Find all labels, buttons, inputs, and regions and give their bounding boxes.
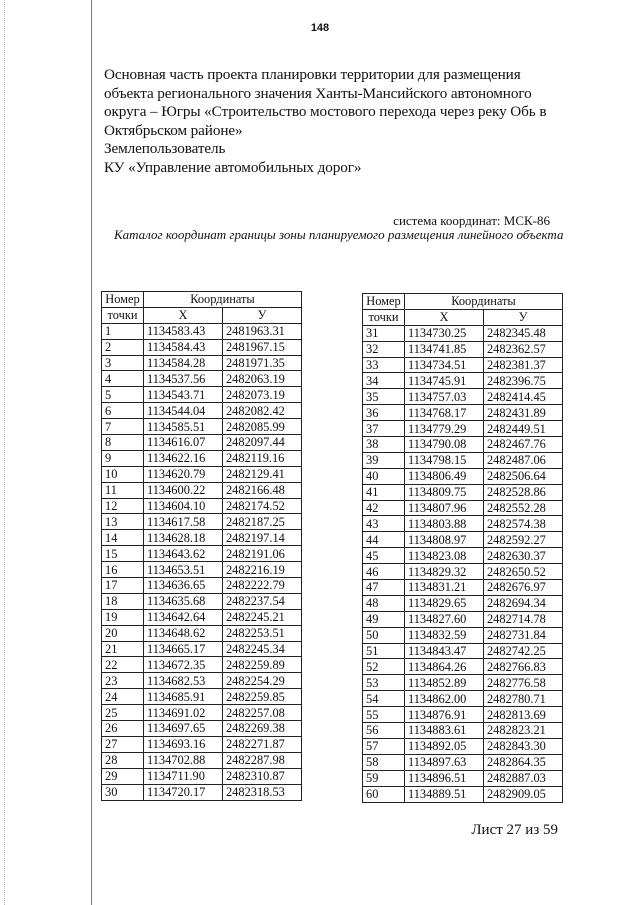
point-number-cell: 43	[363, 516, 405, 532]
point-number-cell: 38	[363, 437, 405, 453]
table-row	[363, 516, 563, 532]
header-coordinates: Координаты	[143, 292, 301, 308]
table-row	[102, 355, 302, 371]
header-y: У	[222, 307, 301, 323]
point-number-cell: 18	[102, 593, 144, 609]
point-number-cell: 14	[102, 530, 144, 546]
x-coordinate-cell: 1134823.08	[404, 548, 483, 564]
y-coordinate-cell: 2481967.15	[222, 339, 301, 355]
x-coordinate-cell: 1134768.17	[404, 405, 483, 421]
y-coordinate-cell: 2482271.87	[222, 736, 301, 752]
point-number-cell: 58	[363, 754, 405, 770]
x-coordinate-cell: 1134889.51	[404, 786, 483, 802]
y-coordinate-cell: 2482085.99	[222, 419, 301, 435]
table-row	[363, 532, 563, 548]
x-coordinate-cell: 1134635.68	[143, 593, 222, 609]
x-coordinate-cell: 1134806.49	[404, 468, 483, 484]
table-row	[363, 468, 563, 484]
y-coordinate-cell: 2482191.06	[222, 546, 301, 562]
y-coordinate-cell: 2482766.83	[483, 659, 562, 675]
point-number-cell: 30	[102, 784, 144, 800]
x-coordinate-cell: 1134620.79	[143, 466, 222, 482]
coordinates-table-left	[101, 291, 302, 801]
point-number-cell: 10	[102, 466, 144, 482]
table-row	[363, 723, 563, 739]
y-coordinate-cell: 2482714.78	[483, 611, 562, 627]
y-coordinate-cell: 2482887.03	[483, 770, 562, 786]
header-line: округа – Югры «Строительство мостового перехода через реку Обь в	[104, 103, 547, 120]
header-line: объекта регионального значения Ханты-Мансийского автономного	[104, 84, 532, 102]
x-coordinate-cell: 1134604.10	[143, 498, 222, 514]
header-point-number-line1: Номер	[102, 292, 144, 308]
x-coordinate-cell: 1134803.88	[404, 516, 483, 532]
x-coordinate-cell: 1134642.64	[143, 609, 222, 625]
y-coordinate-cell: 2482630.37	[483, 548, 562, 564]
point-number-cell: 13	[102, 514, 144, 530]
y-coordinate-cell: 2482742.25	[483, 643, 562, 659]
table-row	[102, 657, 302, 673]
point-number-cell: 5	[102, 387, 144, 403]
table-row	[363, 548, 563, 564]
coordinates-table-right	[362, 293, 563, 803]
point-number-cell: 11	[102, 482, 144, 498]
point-number-cell: 3	[102, 355, 144, 371]
y-coordinate-cell: 2482528.86	[483, 484, 562, 500]
table-row	[363, 627, 563, 643]
y-coordinate-cell: 2482467.76	[483, 437, 562, 453]
x-coordinate-cell: 1134843.47	[404, 643, 483, 659]
y-coordinate-cell: 2482269.38	[222, 721, 301, 737]
point-number-cell: 23	[102, 673, 144, 689]
point-number-cell: 4	[102, 371, 144, 387]
table-row	[102, 339, 302, 355]
table-row	[363, 643, 563, 659]
header-point-number-line2: точки	[363, 309, 405, 325]
x-coordinate-cell: 1134831.21	[404, 580, 483, 596]
x-coordinate-cell: 1134622.16	[143, 450, 222, 466]
table-row	[363, 452, 563, 468]
table-row	[363, 373, 563, 389]
y-coordinate-cell: 2482216.19	[222, 562, 301, 578]
x-coordinate-cell: 1134685.91	[143, 689, 222, 705]
point-number-cell: 6	[102, 403, 144, 419]
x-coordinate-cell: 1134862.00	[404, 691, 483, 707]
x-coordinate-cell: 1134585.51	[143, 419, 222, 435]
table-row	[102, 768, 302, 784]
point-number-cell: 45	[363, 548, 405, 564]
point-number-cell: 44	[363, 532, 405, 548]
point-number-cell: 51	[363, 643, 405, 659]
y-coordinate-cell: 2482362.57	[483, 341, 562, 357]
header-x: Х	[404, 309, 483, 325]
x-coordinate-cell: 1134636.65	[143, 578, 222, 594]
point-number-cell: 56	[363, 723, 405, 739]
table-row	[363, 691, 563, 707]
y-coordinate-cell: 2482082.42	[222, 403, 301, 419]
y-coordinate-cell: 2482823.21	[483, 723, 562, 739]
x-coordinate-cell: 1134643.62	[143, 546, 222, 562]
point-number-cell: 27	[102, 736, 144, 752]
point-number-cell: 34	[363, 373, 405, 389]
table-row	[102, 721, 302, 737]
point-number-cell: 19	[102, 609, 144, 625]
x-coordinate-cell: 1134741.85	[404, 341, 483, 357]
x-coordinate-cell: 1134864.26	[404, 659, 483, 675]
scan-edge-line	[4, 0, 5, 905]
point-number-cell: 49	[363, 611, 405, 627]
point-number-cell: 9	[102, 450, 144, 466]
table-row	[363, 675, 563, 691]
table-row	[102, 371, 302, 387]
table-row	[363, 580, 563, 596]
table-row	[102, 323, 302, 339]
table-row	[363, 770, 563, 786]
point-number-cell: 42	[363, 500, 405, 516]
table-row	[102, 593, 302, 609]
y-coordinate-cell: 2482257.08	[222, 705, 301, 721]
x-coordinate-cell: 1134617.58	[143, 514, 222, 530]
y-coordinate-cell: 2482592.27	[483, 532, 562, 548]
x-coordinate-cell: 1134693.16	[143, 736, 222, 752]
y-coordinate-cell: 2482487.06	[483, 452, 562, 468]
y-coordinate-cell: 2482909.05	[483, 786, 562, 802]
point-number-cell: 36	[363, 405, 405, 421]
table-row	[363, 595, 563, 611]
y-coordinate-cell: 2482813.69	[483, 707, 562, 723]
table-row	[363, 754, 563, 770]
y-coordinate-cell: 2482259.89	[222, 657, 301, 673]
y-coordinate-cell: 2482414.45	[483, 389, 562, 405]
y-coordinate-cell: 2482237.54	[222, 593, 301, 609]
x-coordinate-cell: 1134798.15	[404, 452, 483, 468]
point-number-cell: 17	[102, 578, 144, 594]
y-coordinate-cell: 2482345.48	[483, 325, 562, 341]
y-coordinate-cell: 2482187.25	[222, 514, 301, 530]
table-row	[102, 387, 302, 403]
table-row	[102, 419, 302, 435]
point-number-cell: 59	[363, 770, 405, 786]
point-number-cell: 26	[102, 721, 144, 737]
y-coordinate-cell: 2482073.19	[222, 387, 301, 403]
x-coordinate-cell: 1134892.05	[404, 738, 483, 754]
point-number-cell: 1	[102, 323, 144, 339]
x-coordinate-cell: 1134829.65	[404, 595, 483, 611]
table-row	[363, 389, 563, 405]
y-coordinate-cell: 2482506.64	[483, 468, 562, 484]
x-coordinate-cell: 1134628.18	[143, 530, 222, 546]
y-coordinate-cell: 2481971.35	[222, 355, 301, 371]
table-row	[102, 784, 302, 800]
table-row	[102, 578, 302, 594]
point-number-cell: 33	[363, 357, 405, 373]
x-coordinate-cell: 1134827.60	[404, 611, 483, 627]
x-coordinate-cell: 1134876.91	[404, 707, 483, 723]
x-coordinate-cell: 1134537.56	[143, 371, 222, 387]
x-coordinate-cell: 1134829.32	[404, 564, 483, 580]
y-coordinate-cell: 2482253.51	[222, 625, 301, 641]
header-coordinates: Координаты	[404, 294, 562, 310]
table-row	[363, 707, 563, 723]
table-row	[102, 705, 302, 721]
header-y: У	[483, 309, 562, 325]
x-coordinate-cell: 1134790.08	[404, 437, 483, 453]
table-row	[102, 641, 302, 657]
header-point-number-line2: точки	[102, 307, 144, 323]
point-number-cell: 53	[363, 675, 405, 691]
x-coordinate-cell: 1134730.25	[404, 325, 483, 341]
point-number-cell: 46	[363, 564, 405, 580]
table-row	[102, 673, 302, 689]
point-number-cell: 60	[363, 786, 405, 802]
y-coordinate-cell: 2482552.28	[483, 500, 562, 516]
y-coordinate-cell: 2482245.21	[222, 609, 301, 625]
catalog-title: Каталог координат границы зоны планируемого размещения линейного объекта	[114, 227, 564, 242]
table-row	[102, 498, 302, 514]
y-coordinate-cell: 2482396.75	[483, 373, 562, 389]
point-number-cell: 2	[102, 339, 144, 355]
header-x: Х	[143, 307, 222, 323]
header-line: Октябрьском районе»	[104, 121, 243, 139]
y-coordinate-cell: 2482119.16	[222, 450, 301, 466]
table-row	[363, 786, 563, 802]
x-coordinate-cell: 1134807.96	[404, 500, 483, 516]
table-row	[102, 736, 302, 752]
x-coordinate-cell: 1134682.53	[143, 673, 222, 689]
y-coordinate-cell: 2482318.53	[222, 784, 301, 800]
point-number-cell: 54	[363, 691, 405, 707]
y-coordinate-cell: 2482166.48	[222, 482, 301, 498]
y-coordinate-cell: 2482431.89	[483, 405, 562, 421]
table-row	[363, 738, 563, 754]
point-number-cell: 52	[363, 659, 405, 675]
x-coordinate-cell: 1134883.61	[404, 723, 483, 739]
table-row	[363, 564, 563, 580]
y-coordinate-cell: 2482574.38	[483, 516, 562, 532]
y-coordinate-cell: 2482197.14	[222, 530, 301, 546]
header-line: Основная часть проекта планировки территории для размещения	[104, 66, 521, 83]
table-row	[363, 659, 563, 675]
y-coordinate-cell: 2482843.30	[483, 738, 562, 754]
point-number-cell: 24	[102, 689, 144, 705]
x-coordinate-cell: 1134852.89	[404, 675, 483, 691]
x-coordinate-cell: 1134832.59	[404, 627, 483, 643]
table-row	[363, 325, 563, 341]
x-coordinate-cell: 1134544.04	[143, 403, 222, 419]
point-number-cell: 20	[102, 625, 144, 641]
table-row	[363, 405, 563, 421]
x-coordinate-cell: 1134672.35	[143, 657, 222, 673]
point-number-cell: 40	[363, 468, 405, 484]
x-coordinate-cell: 1134648.62	[143, 625, 222, 641]
y-coordinate-cell: 2482097.44	[222, 435, 301, 451]
x-coordinate-cell: 1134757.03	[404, 389, 483, 405]
x-coordinate-cell: 1134808.97	[404, 532, 483, 548]
point-number-cell: 8	[102, 435, 144, 451]
table-row	[102, 530, 302, 546]
x-coordinate-cell: 1134600.22	[143, 482, 222, 498]
x-coordinate-cell: 1134779.29	[404, 421, 483, 437]
point-number-cell: 15	[102, 546, 144, 562]
y-coordinate-cell: 2482259.85	[222, 689, 301, 705]
table-row	[363, 357, 563, 373]
table-row	[363, 484, 563, 500]
point-number-cell: 35	[363, 389, 405, 405]
point-number-cell: 12	[102, 498, 144, 514]
x-coordinate-cell: 1134734.51	[404, 357, 483, 373]
x-coordinate-cell: 1134584.43	[143, 339, 222, 355]
y-coordinate-cell: 2482776.58	[483, 675, 562, 691]
x-coordinate-cell: 1134691.02	[143, 705, 222, 721]
land-user-label: Землепользователь	[104, 140, 226, 157]
table-row	[102, 562, 302, 578]
y-coordinate-cell: 2482449.51	[483, 421, 562, 437]
table-row	[102, 752, 302, 768]
table-row	[102, 482, 302, 498]
table-row	[102, 546, 302, 562]
y-coordinate-cell: 2482650.52	[483, 564, 562, 580]
point-number-cell: 47	[363, 580, 405, 596]
x-coordinate-cell: 1134720.17	[143, 784, 222, 800]
binding-margin-line	[91, 0, 92, 905]
x-coordinate-cell: 1134809.75	[404, 484, 483, 500]
y-coordinate-cell: 2482864.35	[483, 754, 562, 770]
y-coordinate-cell: 2482676.97	[483, 580, 562, 596]
y-coordinate-cell: 2482254.29	[222, 673, 301, 689]
point-number-cell: 16	[102, 562, 144, 578]
x-coordinate-cell: 1134711.90	[143, 768, 222, 784]
y-coordinate-cell: 2482287.98	[222, 752, 301, 768]
y-coordinate-cell: 2482063.19	[222, 371, 301, 387]
x-coordinate-cell: 1134583.43	[143, 323, 222, 339]
y-coordinate-cell: 2482245.34	[222, 641, 301, 657]
header-point-number-line1: Номер	[363, 294, 405, 310]
table-row	[102, 403, 302, 419]
table-row	[363, 611, 563, 627]
y-coordinate-cell: 2482129.41	[222, 466, 301, 482]
coordinate-system: система координат: МСК-86	[393, 213, 550, 228]
y-coordinate-cell: 2482174.52	[222, 498, 301, 514]
y-coordinate-cell: 2482381.37	[483, 357, 562, 373]
x-coordinate-cell: 1134702.88	[143, 752, 222, 768]
point-number-cell: 37	[363, 421, 405, 437]
x-coordinate-cell: 1134543.71	[143, 387, 222, 403]
point-number-cell: 7	[102, 419, 144, 435]
table-row	[363, 500, 563, 516]
point-number-cell: 28	[102, 752, 144, 768]
x-coordinate-cell: 1134584.28	[143, 355, 222, 371]
document-header	[104, 66, 564, 177]
table-row	[102, 450, 302, 466]
table-row	[363, 437, 563, 453]
table-row	[363, 421, 563, 437]
land-user-name: КУ «Управление автомобильных дорог»	[104, 158, 362, 176]
point-number-cell: 25	[102, 705, 144, 721]
table-row	[102, 435, 302, 451]
x-coordinate-cell: 1134745.91	[404, 373, 483, 389]
table-row	[102, 689, 302, 705]
x-coordinate-cell: 1134653.51	[143, 562, 222, 578]
y-coordinate-cell: 2482310.87	[222, 768, 301, 784]
point-number-cell: 50	[363, 627, 405, 643]
sheet-counter: Лист 27 из 59	[471, 822, 558, 838]
point-number-cell: 21	[102, 641, 144, 657]
y-coordinate-cell: 2482694.34	[483, 595, 562, 611]
x-coordinate-cell: 1134896.51	[404, 770, 483, 786]
point-number-cell: 57	[363, 738, 405, 754]
x-coordinate-cell: 1134897.63	[404, 754, 483, 770]
y-coordinate-cell: 2481963.31	[222, 323, 301, 339]
table-row	[102, 514, 302, 530]
point-number-cell: 55	[363, 707, 405, 723]
page-number: 148	[310, 22, 330, 34]
y-coordinate-cell: 2482731.84	[483, 627, 562, 643]
table-row	[102, 625, 302, 641]
x-coordinate-cell: 1134665.17	[143, 641, 222, 657]
point-number-cell: 22	[102, 657, 144, 673]
point-number-cell: 29	[102, 768, 144, 784]
y-coordinate-cell: 2482222.79	[222, 578, 301, 594]
point-number-cell: 39	[363, 452, 405, 468]
table-row	[102, 466, 302, 482]
point-number-cell: 41	[363, 484, 405, 500]
point-number-cell: 32	[363, 341, 405, 357]
point-number-cell: 48	[363, 595, 405, 611]
y-coordinate-cell: 2482780.71	[483, 691, 562, 707]
table-row	[363, 341, 563, 357]
point-number-cell: 31	[363, 325, 405, 341]
x-coordinate-cell: 1134697.65	[143, 721, 222, 737]
table-row	[102, 609, 302, 625]
x-coordinate-cell: 1134616.07	[143, 435, 222, 451]
